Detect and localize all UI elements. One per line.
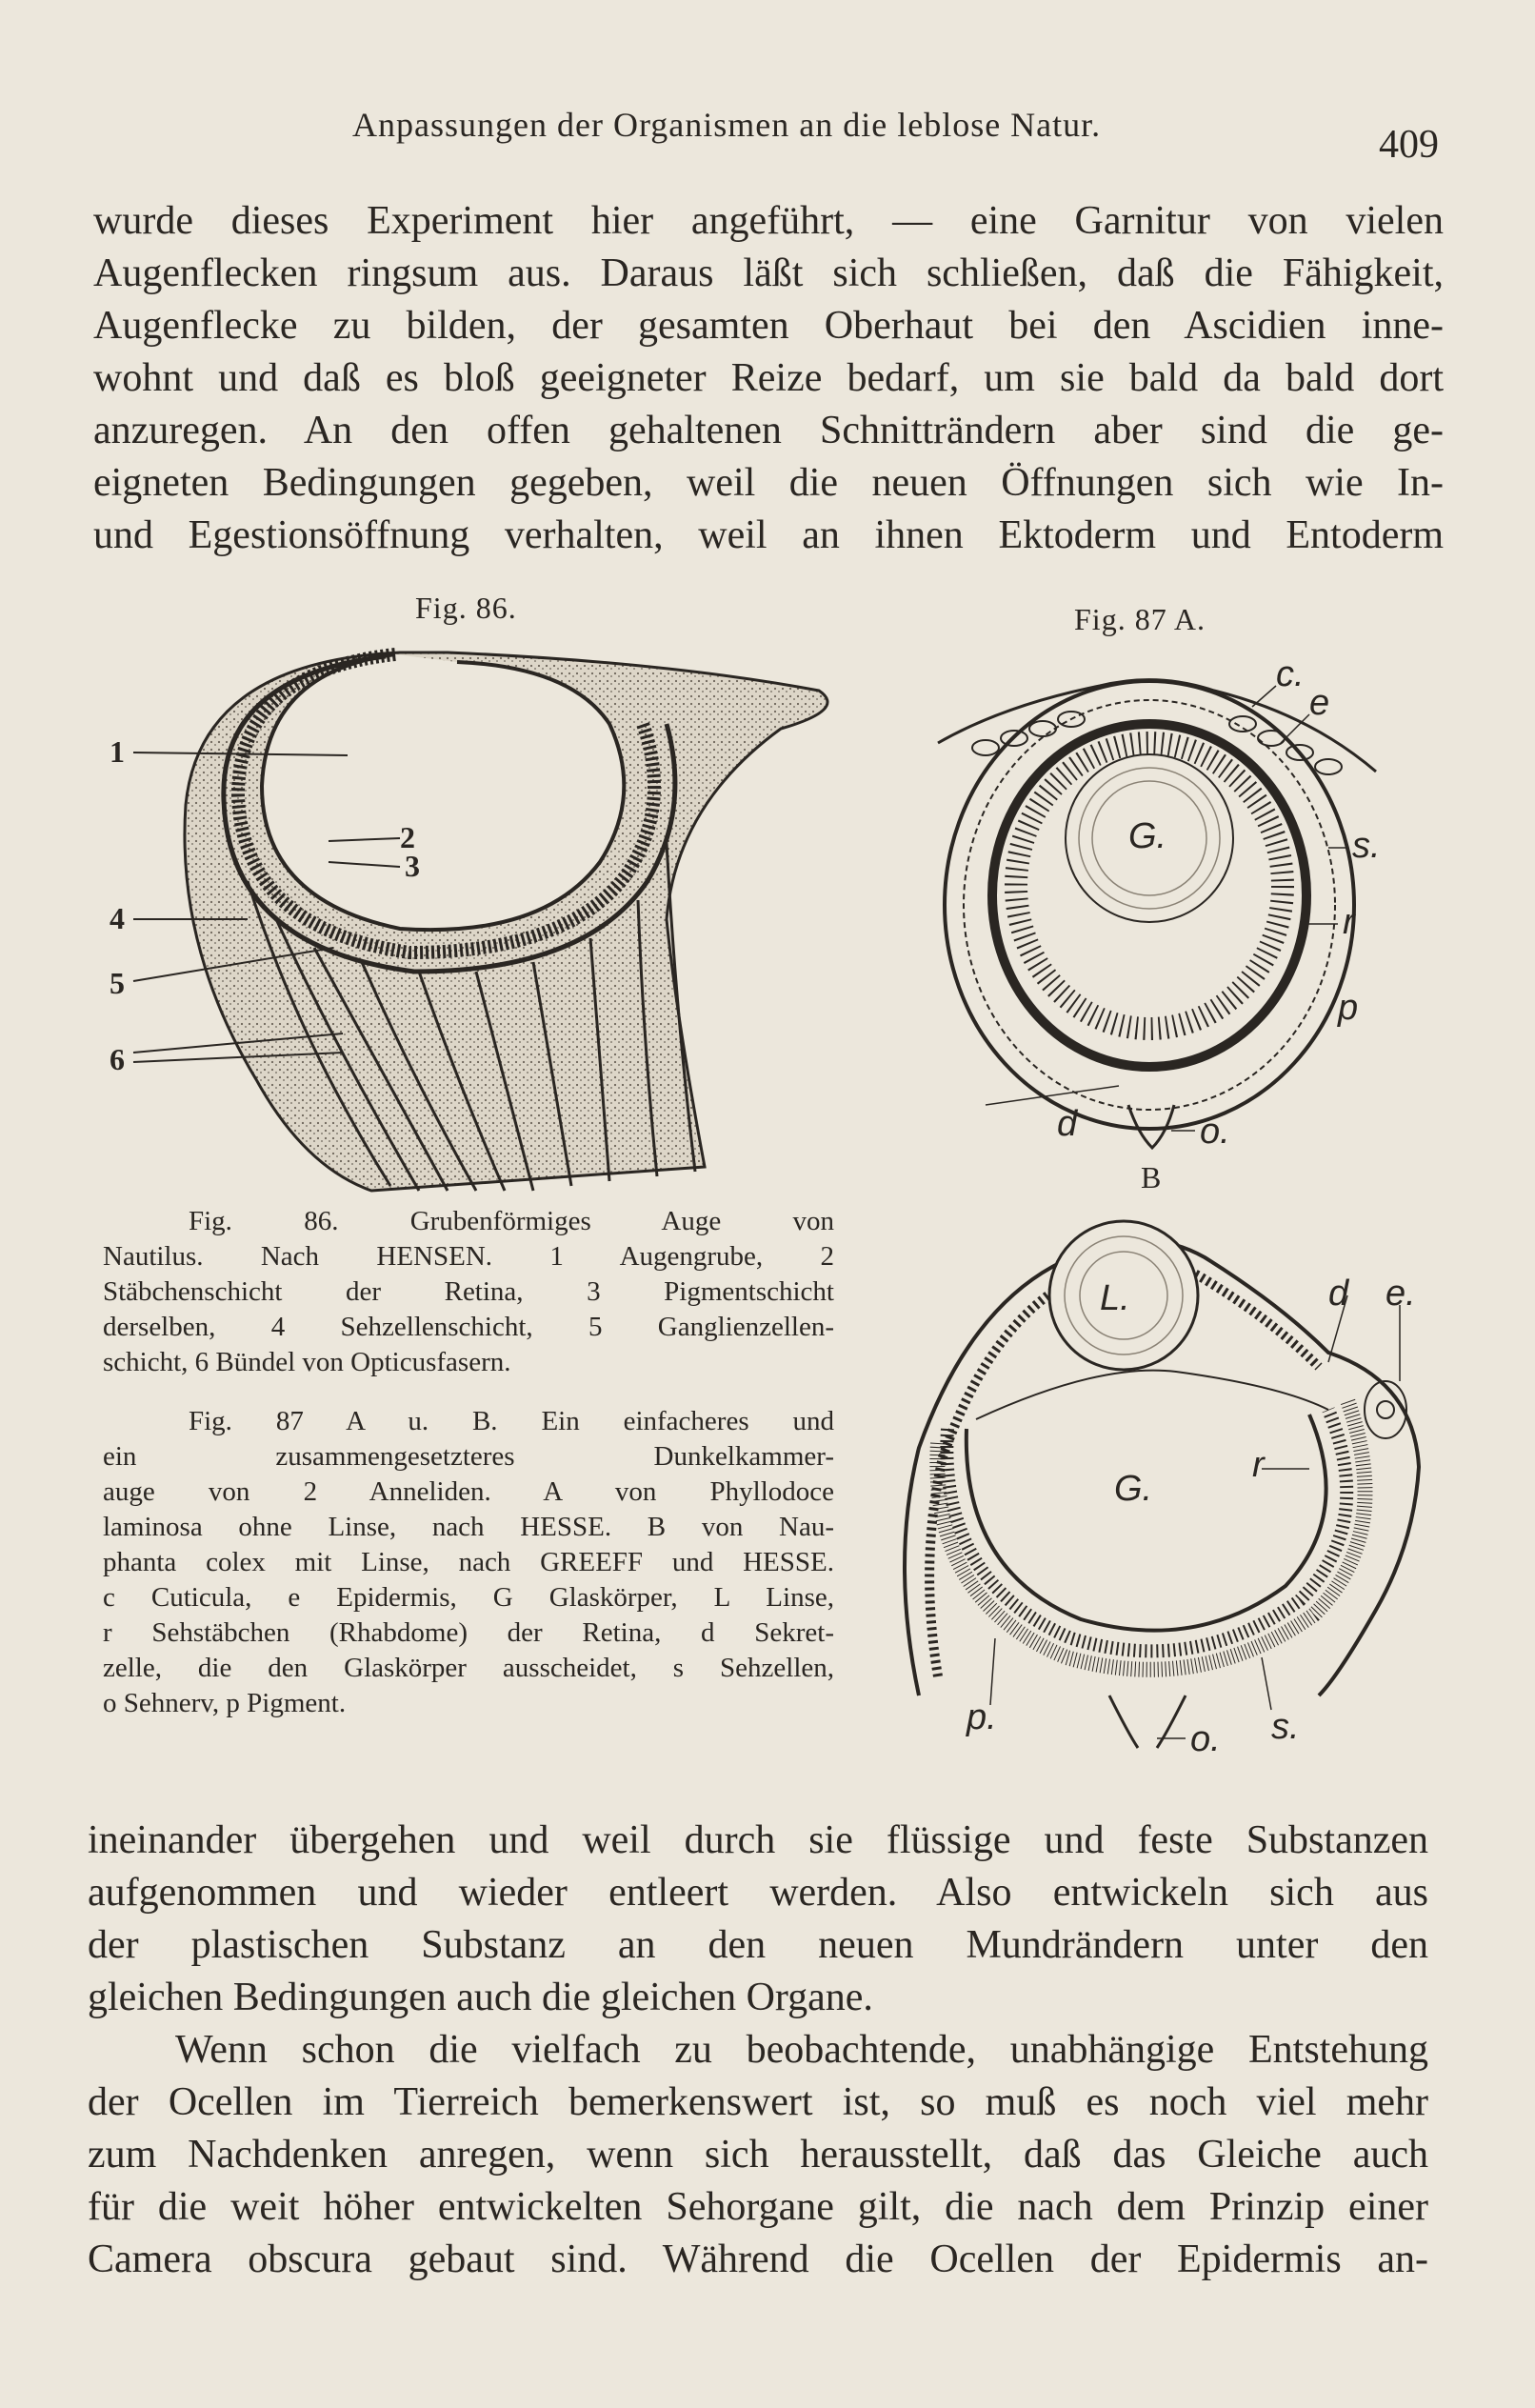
text-line: Camera obscura gebaut sind. Während die Ocellen der Epidermis an- [88, 2237, 1428, 2281]
caption-line: zelle, die den Glaskörper ausscheidet, s Sehzellen, [103, 1653, 834, 1683]
text-line: für die weit höher entwickelten Sehorgane gilt, die nach dem Prinzip einer [88, 2185, 1428, 2229]
caption-line: derselben, 4 Sehzellenschicht, 5 Ganglienzellen- [103, 1312, 834, 1342]
running-title: Anpassungen der Organismen an die leblose Natur. [352, 106, 1102, 144]
fig87a-marker-G: G. [1128, 816, 1167, 856]
text-line: Wenn schon die vielfach zu beobachtende, unabhängige Entstehung [175, 2028, 1428, 2072]
fig86-marker-4: 4 [110, 901, 125, 935]
fig87b-marker-G: G. [1114, 1469, 1153, 1509]
text-line: zum Nachdenken anregen, wenn sich herausstellt, daß das Gleiche auch [88, 2133, 1428, 2177]
text-line: Augenflecke zu bilden, der gesamten Oberhaut bei den Ascidien inne- [93, 304, 1444, 348]
fig87-caption [103, 1404, 834, 1721]
text-line: gleichen Bedingungen auch die gleichen Organe. [88, 1976, 873, 2019]
page-number: 409 [1379, 123, 1439, 167]
fig87b-marker-d: d [1328, 1274, 1349, 1314]
bottom-paragraph-1 [88, 1815, 1428, 2024]
fig87b-illustration [881, 1200, 1443, 1753]
caption-line: Fig. 87 A u. B. Ein einfacheres und [189, 1406, 834, 1436]
caption-line: schicht, 6 Bündel von Opticusfasern. [103, 1347, 511, 1377]
fig87a-marker-s: s. [1352, 826, 1381, 866]
fig86-marker-1: 1 [110, 734, 125, 769]
caption-line: o Sehnerv, p Pigment. [103, 1688, 347, 1718]
text-line: ineinander übergehen und weil durch sie flüssige und feste Substanzen [88, 1818, 1428, 1862]
fig86-illustration [95, 633, 857, 1205]
caption-line: auge von 2 Anneliden. A von Phyllodoce [103, 1476, 834, 1507]
fig87b-marker-r: r [1252, 1445, 1265, 1485]
fig87a-marker-r: r [1343, 902, 1355, 942]
text-line: aufgenommen und wieder entleert werden. Also entwickeln sich aus [88, 1871, 1428, 1915]
fig87a-marker-e: e [1309, 683, 1330, 723]
caption-line: Nautilus. Nach HENSEN. 1 Augengrube, 2 [103, 1241, 834, 1272]
fig87b-marker-L: L. [1100, 1278, 1130, 1318]
fig87b-label: B [1141, 1160, 1163, 1194]
caption-line: c Cuticula, e Epidermis, G Glaskörper, L Linse, [103, 1582, 834, 1613]
fig86-marker-6: 6 [110, 1042, 125, 1076]
text-line: Augenflecken ringsum aus. Daraus läßt sich schließen, daß die Fähigkeit, [93, 251, 1444, 295]
caption-line: Fig. 86. Grubenförmiges Auge von [189, 1206, 834, 1236]
fig87b-marker-p: p. [967, 1697, 997, 1737]
fig86-marker-3: 3 [405, 849, 420, 883]
fig87a-illustration [928, 648, 1385, 1162]
text-line: wohnt und daß es bloß geeigneter Reize bedarf, um sie bald da bald dort [93, 356, 1444, 400]
text-line: und Egestionsöffnung verhalten, weil an ihnen Ektoderm und Entoderm [93, 513, 1444, 557]
fig87a-marker-p: p [1338, 988, 1359, 1028]
caption-line: laminosa ohne Linse, nach HESSE. B von Nau- [103, 1512, 834, 1542]
text-line: der plastischen Substanz an den neuen Mundrändern unter den [88, 1923, 1428, 1967]
fig87b-marker-e: e. [1385, 1274, 1416, 1314]
fig86-marker-5: 5 [110, 966, 125, 1000]
caption-line: ein zusammengesetzteres Dunkelkammer- [103, 1441, 834, 1472]
fig87a-marker-d: d [1057, 1104, 1078, 1144]
text-line: anzuregen. An den offen gehaltenen Schnitträndern aber sind die ge- [93, 409, 1444, 452]
text-line: der Ocellen im Tierreich bemerkenswert ist, so muß es noch viel mehr [88, 2080, 1428, 2124]
fig86-caption [103, 1204, 834, 1380]
text-line: wurde dieses Experiment hier angeführt, — eine Garnitur von vielen [93, 199, 1444, 243]
top-paragraph [93, 195, 1444, 562]
text-line: eigneten Bedingungen gegeben, weil die neuen Öffnungen sich wie In- [93, 461, 1444, 505]
fig86-label: Fig. 86. [415, 591, 517, 625]
fig87a-label: Fig. 87 A. [1074, 602, 1206, 636]
caption-line: phanta colex mit Linse, nach GREEFF und HESSE. [103, 1547, 834, 1577]
bottom-paragraph-2 [88, 2024, 1428, 2286]
fig87b-marker-s: s. [1271, 1707, 1300, 1747]
caption-line: r Sehstäbchen (Rhabdome) der Retina, d Sekret- [103, 1617, 834, 1648]
fig86-marker-2: 2 [400, 820, 415, 854]
fig87b-marker-o: o. [1190, 1719, 1221, 1753]
fig87a-marker-o: o. [1200, 1112, 1230, 1152]
fig87a-marker-c: c. [1276, 654, 1305, 694]
caption-line: Stäbchenschicht der Retina, 3 Pigmentschicht [103, 1276, 834, 1307]
